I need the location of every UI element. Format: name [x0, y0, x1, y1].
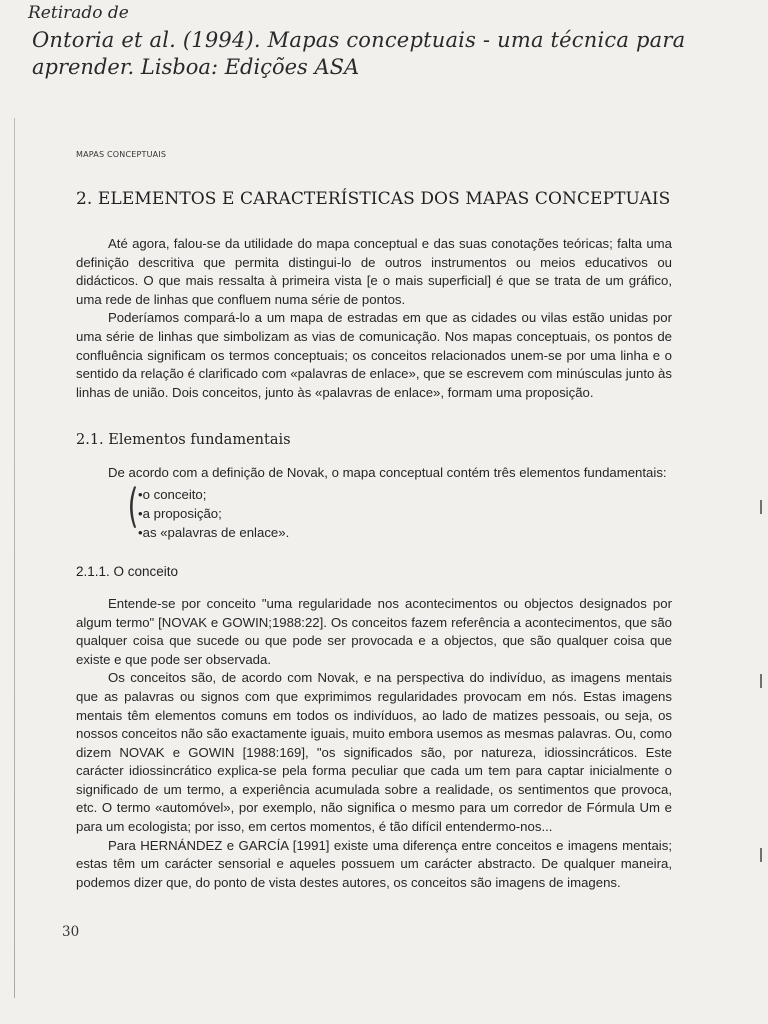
- list-item: • as «palavras de enlace».: [138, 523, 672, 542]
- concept-paragraph-2: Os conceitos são, de acordo com Novak, e na perspectiva do indivíduo, as imagens mentais que as palavras ou signos com que exprimimos regularidades provocam em nós. Estas imagens mentais têm elementos comuns em todos os indivíduos, ao lado de matizes pessoais, ou seja, os nossos conceitos não são exactamente iguais, muito embora usemos as mesmas palavras. Ou, como dizem NOVAK e GOWIN [1988:169], "os significados são, por natureza, idiossincráticos. Este carácter idiossincrático explica-se pela forma peculiar que cada um tem para captar inicialmente o significado de um termo, a experiência acumulada sobre a realidade, os sentimentos que provoca, etc. O termo «automóvel», por exemplo, não significa o mesmo para um corredor de Fórmula Um e para um ecologista; por isso, em certos momentos, é tão difícil entendermo-nos...: [76, 670, 672, 835]
- handwritten-brace-mark: (: [127, 478, 139, 533]
- handwritten-line-1: Retirado de: [28, 3, 129, 23]
- section-paragraph: De acordo com a definição de Novak, o mapa conceptual contém três elementos fundamentais:: [108, 465, 667, 481]
- concept-paragraph-1: Entende-se por conceito "uma regularidade nos acontecimentos ou objectos designados por algum termo" [NOVAK e GOWIN;1988:22]. Os conceitos fazem referência a acontecimentos, que são qualquer coisa que sucede ou que pode ser provocada e a objectos, que são qualquer coisa que existe e que pode ser observada.: [76, 595, 672, 667]
- handwritten-line-2: Ontoria et al. (1994). Mapas conceptuais - uma técnica para: [32, 28, 686, 52]
- running-head: MAPAS CONCEPTUAIS: [76, 150, 167, 159]
- intro-paragraph-2: Poderíamos compará-lo a um mapa de estradas em que as cidades ou vilas estão unidas por uma série de linhas que simbolizam as vias de comunicação. Nos mapas conceptuais, os pontos de confluência significam os termos conceptuais; os conceitos relacionados unem-se por uma linha e o sentido da relação é clarificado com «palavras de enlace», que se escrevem com minúsculas junto às linhas de união. Dois conceitos, junto às «palavras de enlace», formam uma proposição.: [76, 310, 672, 400]
- handwritten-line-3: aprender. Lisboa: Edições ASA: [32, 55, 360, 79]
- book-page: [76, 150, 672, 892]
- section-title: 2.1. Elementos fundamentais: [76, 432, 291, 449]
- scan-margin-line: [14, 118, 15, 998]
- elements-list: [127, 478, 672, 542]
- concept-paragraph-3: Para HERNÁNDEZ e GARCÍA [1991] existe uma diferença entre conceitos e imagens mentais; estas têm um carácter sensorial e aqueles possuem um carácter abstracto. De qualquer maneira, podemos dizer que, do ponto de vista destes autores, os conceitos são imagens de imagens.: [76, 837, 672, 890]
- chapter-title: 2. ELEMENTOS E CARACTERÍSTICAS DOS MAPAS CONCEPTUAIS: [76, 189, 671, 209]
- page-number: 30: [62, 924, 80, 940]
- list-item: • o conceito;: [138, 485, 672, 504]
- subsection-title: 2.1.1. O conceito: [76, 563, 179, 579]
- intro-paragraph-1: Até agora, falou-se da utilidade do mapa conceptual e das suas conotações teóricas; falta uma definição descritiva que permita distingui-lo de outros instrumentos ou meios educativos ou didácticos. O que mais ressalta à primeira vista [e o mais superficial] é que se trata de um gráfico, uma rede de linhas que confluem numa série de pontos.: [76, 236, 672, 307]
- scan-edge-marks: [760, 500, 762, 1022]
- list-item: • a proposição;: [138, 504, 672, 523]
- handwritten-citation: [28, 0, 748, 81]
